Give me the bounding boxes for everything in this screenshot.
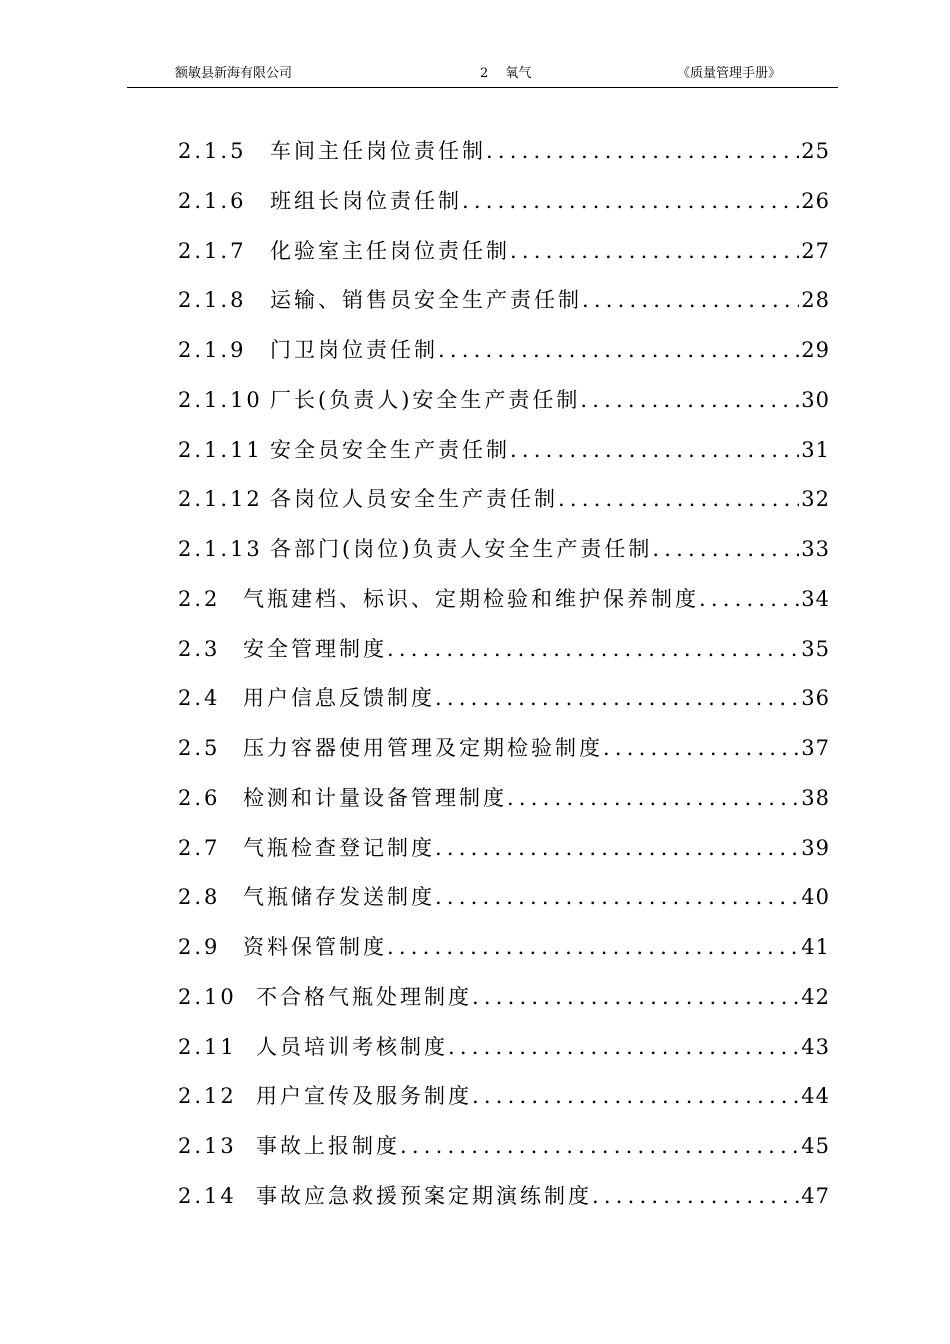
toc-entry-page: 41 — [801, 935, 830, 959]
toc-entry-number: 2.3 — [178, 636, 221, 661]
toc-entry-page: 44 — [801, 1084, 830, 1109]
toc-entry-title: 压力容器使用管理及定期检验制度 — [243, 736, 603, 760]
toc-entry[interactable] — [178, 136, 830, 186]
toc-entry[interactable] — [178, 1181, 830, 1231]
toc-entry-page: 39 — [801, 835, 830, 860]
toc-entry-title: 不合格气瓶处理制度 — [256, 984, 472, 1009]
header-company: 额敏县新海有限公司 — [175, 66, 293, 81]
toc-dot-leader — [435, 683, 799, 713]
toc-entry[interactable] — [178, 882, 830, 932]
toc-entry-title: 门卫岗位责任制 — [270, 338, 438, 362]
toc-entry-title: 厂长(负责人)安全生产责任制 — [270, 387, 581, 412]
toc-entry-number: 2.12 — [178, 1084, 237, 1109]
toc-entry-number: 2.14 — [178, 1183, 237, 1208]
toc-entry-number: 2.1.7 — [178, 238, 247, 263]
toc-entry-title: 用户宣传及服务制度 — [256, 1084, 472, 1109]
toc-entry-page: 31 — [801, 437, 830, 462]
toc-entry-number: 2.1.6 — [178, 188, 247, 213]
toc-dot-leader — [486, 136, 799, 166]
toc-entry[interactable] — [178, 1081, 830, 1131]
toc-entry-number: 2.4 — [178, 686, 221, 711]
toc-entry-title: 气瓶储存发送制度 — [243, 885, 435, 910]
toc-entry-page: 30 — [801, 387, 830, 412]
toc-entry-title: 安全员安全生产责任制 — [270, 437, 510, 462]
toc-dot-leader — [558, 484, 799, 514]
toc-entry-number: 2.1.10 — [178, 387, 263, 412]
toc-entry[interactable] — [178, 1032, 830, 1082]
toc-entry[interactable] — [178, 484, 830, 534]
toc-dot-leader — [472, 982, 799, 1012]
toc-entry-page: 37 — [801, 736, 830, 760]
toc-dot-leader — [592, 1181, 799, 1211]
toc-entry[interactable] — [178, 1131, 830, 1181]
toc-entry-page: 25 — [801, 139, 830, 163]
toc-entry-title: 班组长岗位责任制 — [270, 188, 462, 213]
toc-dot-leader — [652, 534, 799, 564]
toc-dot-leader — [435, 833, 799, 863]
toc-entry-title: 各岗位人员安全生产责任制 — [270, 487, 558, 512]
toc-entry-title: 事故应急救援预案定期演练制度 — [256, 1183, 592, 1208]
toc-entry[interactable] — [178, 783, 830, 833]
toc-entry-number: 2.10 — [178, 984, 237, 1009]
toc-entry-page: 45 — [801, 1134, 830, 1158]
toc-entry-page: 36 — [801, 686, 830, 711]
header-manual-title: 《质量管理手册》 — [677, 66, 782, 81]
toc-dot-leader — [387, 634, 799, 664]
toc-entry-title: 资料保管制度 — [243, 935, 387, 959]
toc-entry-page: 47 — [801, 1183, 830, 1208]
toc-entry-title: 车间主任岗位责任制 — [270, 139, 486, 163]
toc-entry-title: 人员培训考核制度 — [256, 1034, 448, 1059]
toc-entry-page: 28 — [801, 288, 830, 313]
toc-entry-number: 2.1.11 — [178, 437, 263, 462]
toc-entry[interactable] — [178, 634, 830, 684]
toc-dot-leader — [699, 584, 799, 614]
toc-entry-number: 2.13 — [178, 1134, 237, 1158]
toc-entry-number: 2.1.12 — [178, 487, 263, 512]
toc-entry[interactable] — [178, 683, 830, 733]
toc-entry[interactable] — [178, 186, 830, 236]
toc-entry-number: 2.1.5 — [178, 139, 247, 163]
toc-dot-leader — [462, 186, 799, 216]
toc-entry-page: 32 — [801, 487, 830, 512]
toc-entry[interactable] — [178, 385, 830, 435]
toc-entry[interactable] — [178, 833, 830, 883]
toc-entry-number: 2.5 — [178, 736, 221, 760]
toc-dot-leader — [438, 335, 799, 365]
toc-entry-page: 34 — [801, 586, 830, 611]
toc-dot-leader — [400, 1131, 799, 1161]
toc-entry-number: 2.2 — [178, 586, 221, 611]
toc-entry-title: 用户信息反馈制度 — [243, 686, 435, 711]
toc-entry-page: 33 — [801, 537, 830, 561]
toc-entry[interactable] — [178, 335, 830, 385]
toc-entry-number: 2.1.13 — [178, 537, 263, 561]
toc-entry-number: 2.1.9 — [178, 338, 247, 362]
toc-entry-page: 29 — [801, 338, 830, 362]
toc-entry-number: 2.7 — [178, 835, 221, 860]
toc-entry-title: 化验室主任岗位责任制 — [270, 238, 510, 263]
toc-entry-title: 检测和计量设备管理制度 — [243, 785, 507, 810]
toc-entry-title: 运输、销售员安全生产责任制 — [270, 288, 582, 313]
toc-entry-number: 2.9 — [178, 935, 221, 959]
header-chapter: 2 氧气 — [480, 66, 532, 81]
toc-dot-leader — [448, 1032, 799, 1062]
toc-entry-number: 2.8 — [178, 885, 221, 910]
toc-dot-leader — [435, 882, 799, 912]
toc-entry-title: 气瓶建档、标识、定期检验和维护保养制度 — [243, 586, 699, 611]
toc-dot-leader — [387, 932, 799, 962]
toc-entry[interactable] — [178, 534, 830, 584]
toc-entry-page: 38 — [801, 785, 830, 810]
toc-dot-leader — [582, 285, 799, 315]
page-header — [127, 60, 838, 88]
toc-entry-number: 2.11 — [178, 1034, 237, 1059]
toc-entry[interactable] — [178, 733, 830, 783]
toc-dot-leader — [472, 1081, 799, 1111]
toc-entry-title: 事故上报制度 — [256, 1134, 400, 1158]
toc-entry-title: 各部门(岗位)负责人安全生产责任制 — [270, 537, 653, 561]
toc-entry-number: 2.6 — [178, 785, 221, 810]
toc-entry-page: 27 — [801, 238, 830, 263]
toc-entry-page: 43 — [801, 1034, 830, 1059]
toc-entry[interactable] — [178, 982, 830, 1032]
toc-entry[interactable] — [178, 584, 830, 634]
toc-entry-title: 安全管理制度 — [243, 636, 387, 661]
toc-dot-leader — [507, 783, 799, 813]
toc-entry[interactable] — [178, 285, 830, 335]
toc-entry-page: 26 — [801, 188, 830, 213]
toc-entry[interactable] — [178, 435, 830, 485]
toc-entry-page: 42 — [801, 984, 830, 1009]
toc-entry[interactable] — [178, 932, 830, 982]
toc-entry-number: 2.1.8 — [178, 288, 247, 313]
toc-dot-leader — [510, 236, 799, 266]
toc-entry-page: 35 — [801, 636, 830, 661]
toc-entry-title: 气瓶检查登记制度 — [243, 835, 435, 860]
toc-entry[interactable] — [178, 236, 830, 286]
toc-dot-leader — [580, 385, 799, 415]
toc-dot-leader — [510, 435, 799, 465]
toc-dot-leader — [603, 733, 799, 763]
toc-entry-page: 40 — [801, 885, 830, 910]
table-of-contents — [178, 136, 830, 1231]
